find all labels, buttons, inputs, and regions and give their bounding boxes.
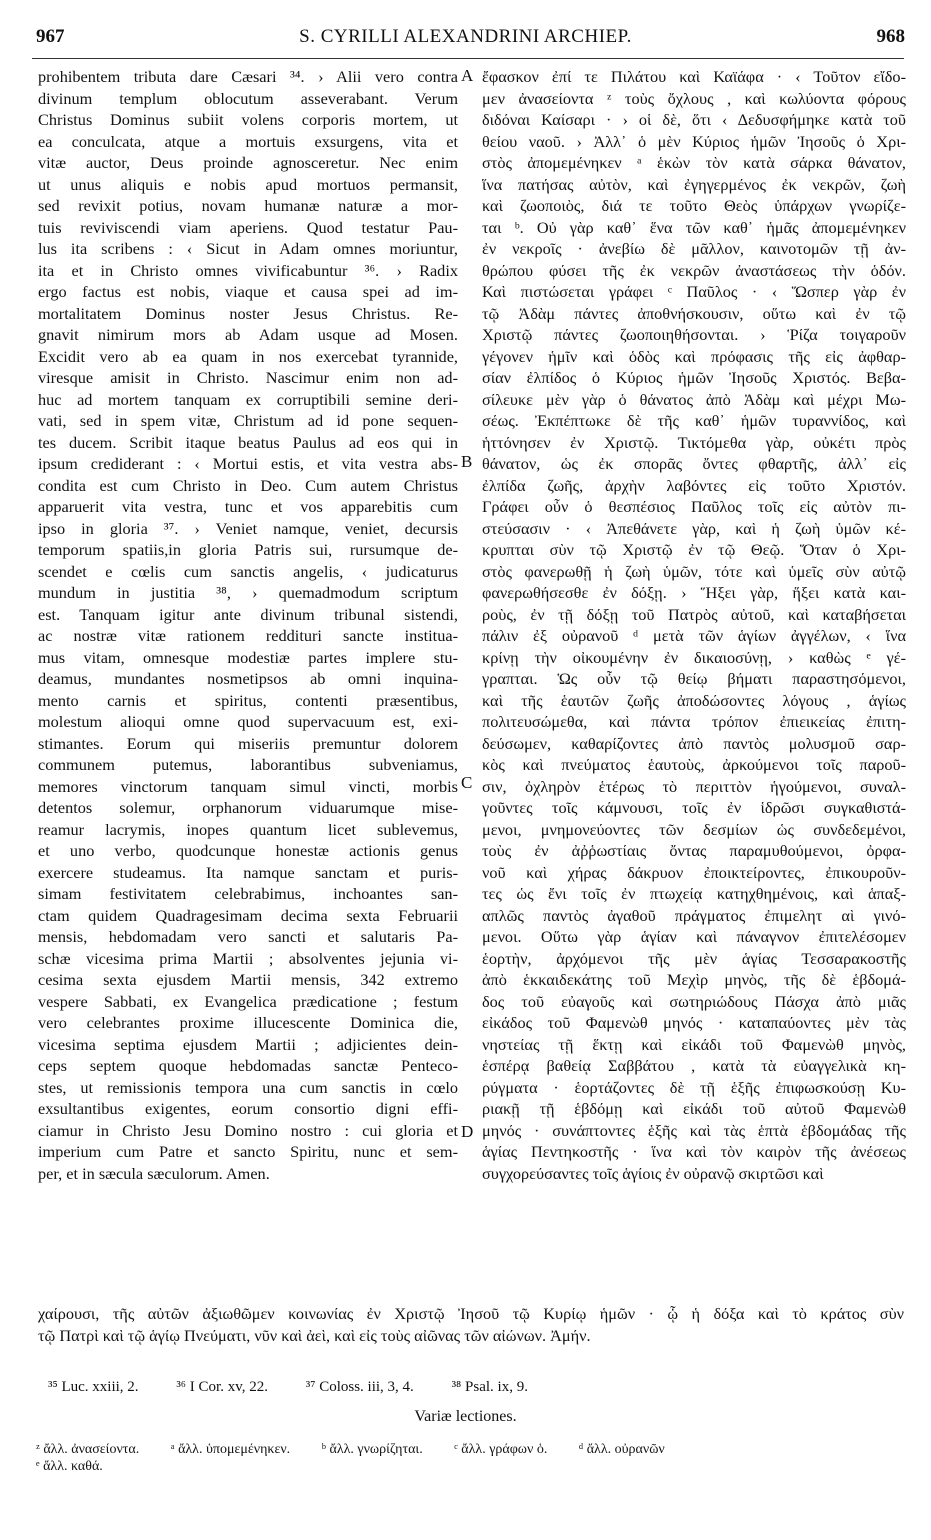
greek-text-line: Γράφει οὖν ὁ θεσπέσιος Παῦλος τοῖς εἰς αὐτὸν πι- bbox=[482, 497, 906, 516]
latin-text-line: vicesima septima ejusdem Martii ; adjicientes dein- bbox=[38, 1034, 458, 1054]
header-rule bbox=[32, 58, 904, 59]
greek-text-line: κρίνῃ τὴν οἰκουμένην ἐν δικαιοσύνῃ, › καθὼς ᵉ γέ- bbox=[482, 647, 906, 667]
greek-text-line: στεύσασιν · ‹ Ἀπεθάνετε γὰρ, καὶ ἡ ζωὴ ὑμῶν κέ- bbox=[482, 518, 906, 538]
greek-text-line: γραπται. Ὡς οὖν τῷ θείῳ βήματι παραστησόμενοι, bbox=[482, 669, 906, 688]
greek-text-line: τῷ Ἀδὰμ πάντες ἀποθνήσκουσιν, οὕτω καὶ ἐν τῷ bbox=[482, 303, 906, 323]
greek-text-line: μηνός · συνάπτοντες ἑξῆς καὶ τὰς ἑπτὰ ἑβδομάδας τῆς bbox=[482, 1120, 906, 1140]
latin-text-line: tuis reviviscendi viam aperiens. Quod testatur Pau- bbox=[38, 217, 458, 237]
variant-reading: ᵈ ἄλλ. οὐρανῶν bbox=[578, 1442, 665, 1457]
greek-text-line: Καὶ πιστώσεται γράφει ᶜ Παῦλος · ‹ Ὥσπερ γὰρ ἐν bbox=[482, 282, 906, 301]
greek-text-line: φανερωθήσεσθε ἐν δόξῃ. › Ἥξει γὰρ, ἥξει κατὰ και- bbox=[482, 583, 906, 602]
greek-column bbox=[482, 66, 906, 1184]
latin-text-line: ergo factus est nobis, viaque et causa spei ad im- bbox=[38, 282, 458, 301]
latin-text-line: ac nostræ vitæ rationem reddituri sancte institua- bbox=[38, 626, 458, 645]
latin-text-line: prohibentem tributa dare Cæsari ³⁴. › Alii vero contra bbox=[38, 67, 458, 86]
greek-text-line: Χριστῷ πάντες ζωοποιηθήσονται. › Ῥίζα τοιγαροῦν bbox=[482, 325, 906, 344]
greek-text-line: ἐν νεκροῖς · ἀνεβίω δὲ μᾶλλον, καινοτομῶν τῇ ἀν- bbox=[482, 239, 906, 258]
latin-text-line: schæ vicesima prima Martii ; absolventes jejunia vi- bbox=[38, 948, 458, 968]
greek-text-line: ἑσπέρᾳ βαθείᾳ Σαββάτου , κατὰ τὰ εὐαγγελικὰ κη- bbox=[482, 1056, 906, 1075]
greek-text-line: ἡττόνησεν ἐν Χριστῷ. Τικτόμεθα γὰρ, οὐκέτι πρὸς bbox=[482, 432, 906, 452]
latin-text-line: scendet e cœlis cum sanctis angelis, ‹ judicaturus bbox=[38, 561, 458, 581]
latin-text-line: est. Tanquam igitur ante divinum tribunal sistendi, bbox=[38, 604, 458, 624]
latin-text-line: tes ducem. Scribit itaque beatus Paulus ad eos qui in bbox=[38, 432, 458, 452]
greek-text-line: σίλευκε μὲν γὰρ ὁ θάνατος ἀπὸ Ἀδὰμ καὶ μέχρι Μω- bbox=[482, 389, 906, 409]
footnotes bbox=[48, 1379, 562, 1396]
page-number-left: 967 bbox=[36, 26, 65, 47]
latin-text-line: ciamur in Christo Jesu Domino nostro : cui gloria et bbox=[38, 1120, 458, 1140]
latin-text-line: Christus Dominus subiit volens corporis mortem, ut bbox=[38, 110, 458, 129]
latin-text-line: ut unus aliquis e nobis apud mortuos permansit, bbox=[38, 174, 458, 194]
latin-text-line: divinum templum oblocutum asseverabant. Verum bbox=[38, 88, 458, 108]
greek-text-line: σιν, ὀχληρὸν ἑτέρως τὸ περιττὸν ἡγούμενοι, συναλ- bbox=[482, 776, 906, 796]
latin-text-line: per, et in sæcula sæculorum. Amen. bbox=[38, 1163, 270, 1183]
latin-text-line: simam festivitatem celebrabimus, inchoantes san- bbox=[38, 884, 458, 903]
greek-text-line: στὸς φανερωθῇ ἡ ζωὴ ὑμῶν, τότε καὶ ὑμεῖς σὺν αὐτῷ bbox=[482, 561, 906, 581]
latin-text-line: stes, ut remissionis tempora una cum sanctis in cœlo bbox=[38, 1077, 458, 1097]
greek-text-line: καὶ ζωοποιὸς, διά τε τοῦτο Θεὸς ὑπάρχων γνωρίζε- bbox=[482, 196, 906, 215]
latin-text-line: apparuerit vita vestra, tunc et vos apparebitis cum bbox=[38, 497, 458, 516]
greek-text-line: σίαν ἐλπίδος ὁ Κύριος ἡμῶν Ἰησοῦς Χριστός. Βεβα- bbox=[482, 368, 906, 387]
greek-text-line: κρυπται σὺν τῷ Χριστῷ ἐν τῷ Θεῷ. Ὅταν ὁ Χρι- bbox=[482, 540, 906, 559]
full-width-line: χαίρουσι, τῆς αὐτῶν ἀξιωθῶμεν κοινωνίας ἐν Χριστῷ Ἰησοῦ τῷ Κυρίῳ ἡμῶν · ᾧ ἡ δόξα καὶ τὸ κράτος σὺν bbox=[38, 1304, 904, 1323]
page-number-right: 968 bbox=[876, 26, 905, 47]
margin-mark-d: D bbox=[461, 1122, 474, 1141]
latin-text-line: vespere Sabbati, ex Evangelica prædicatione ; festum bbox=[38, 991, 458, 1011]
greek-text-line: ται ᵇ. Οὐ γὰρ καθ᾽ ἕνα τῶν καθ᾽ ἡμᾶς ἀπομεμένηκεν bbox=[482, 217, 906, 237]
latin-text-line: temporum spatiis,in gloria Patris sui, rursumque de- bbox=[38, 540, 458, 559]
latin-text-line: sed revixit potius, novam humanæ naturæ a mor- bbox=[38, 196, 458, 215]
greek-text-line: θρώπου φύσει τῆς ἐκ νεκρῶν ἀναστάσεως τὴν ὁδόν. bbox=[482, 260, 906, 280]
greek-text-line: πολιτευσώμεθα, καὶ πάντα τρόπον ἐπιεικείας ἐπιτη- bbox=[482, 712, 906, 731]
greek-text-line: γέγονεν ἡμῖν καὶ ὁδὸς καὶ πρόφασις τῆς εἰς ἀφθαρ- bbox=[482, 346, 906, 366]
latin-text-line: mus vitam, omnesque modestiæ partes implere stu- bbox=[38, 647, 458, 667]
greek-text-line: κὸς καὶ πνεύματος ἑαυτοὺς, ἀρκούμενοι τοῖς παροῦ- bbox=[482, 755, 906, 774]
latin-text-line: ipsum crediderant : ‹ Mortui estis, et vita vestra abs- bbox=[38, 454, 458, 473]
greek-text-line: δεύσωμεν, καθαρίζοντες ἀπὸ παντὸς μολυσμοῦ σαρ- bbox=[482, 733, 906, 753]
latin-text-line: exsultantibus exigentes, eorum consortio digni effi- bbox=[38, 1099, 458, 1118]
greek-text-line: ἵνα πατήσας αὐτὸν, καὶ ἐγηγερμένος ἐκ νεκρῶν, ζωὴ bbox=[482, 174, 906, 194]
full-width-line: τῷ Πατρὶ καὶ τῷ ἁγίῳ Πνεύματι, νῦν καὶ ἀεὶ, καὶ εἰς τοὺς αἰῶνας τῶν αἰώνων. Ἀμήν. bbox=[38, 1325, 591, 1345]
greek-text-line: συγχορεύσαντες τοῖς ἁγίοις ἐν οὐρανῷ σκιρτῶσι καὶ bbox=[482, 1163, 824, 1183]
latin-column bbox=[38, 66, 458, 1184]
greek-text-line: ροὺς, ἐν τῇ δόξῃ τοῦ Πατρὸς αὐτοῦ, καὶ καταβήσεται bbox=[482, 604, 906, 624]
variant-readings-line bbox=[36, 1442, 693, 1458]
latin-text-line: detentos solemur, orphanorum viduarumque mise- bbox=[38, 798, 458, 817]
latin-text-line: memores vinctorum tanquam simul vincti, morbis bbox=[38, 776, 458, 796]
latin-text-line: imperium cum Patre et sancto Spiritu, nunc et sem- bbox=[38, 1142, 458, 1161]
latin-text-line: deamus, mundantes nosmetipsos ab omni inquina- bbox=[38, 669, 458, 688]
greek-text-line: απλῶς παντὸς ἀγαθοῦ πράγματος ἐπιμελητ αὶ γινό- bbox=[482, 905, 906, 925]
latin-text-line: condita est cum Christo in Deo. Cum autem Christus bbox=[38, 475, 458, 495]
margin-mark-b: B bbox=[461, 452, 473, 471]
greek-text-line: ρύγματα · ἑορτάζοντες δὲ τῇ ἑξῆς ἐπιφωσκούσῃ Κυ- bbox=[482, 1077, 906, 1097]
latin-text-line: mortalitatem Dominus noster Jesus Christus. Re- bbox=[38, 303, 458, 323]
greek-text-line: πάλιν ἐξ οὐρανοῦ ᵈ μετὰ τῶν ἁγίων ἀγγέλων, ‹ ἵνα bbox=[482, 626, 906, 645]
greek-text-line: σέως. Ἐκπέπτωκε δὲ τῆς καθ᾽ ἡμῶν τυραννίδος, καὶ bbox=[482, 411, 906, 430]
latin-text-line: mento carnis et spiritus, contenti præsentibus, bbox=[38, 690, 458, 710]
latin-text-line: cesima sexta ejusdem Martii mensis, 342 extremo bbox=[38, 970, 458, 989]
latin-text-line: gnavit nimirum mors ab Adam usque ad Mosen. bbox=[38, 325, 458, 344]
greek-text-line: μενοι. Οὕτω γὰρ ἁγίαν καὶ πάναγνον ἐπιτελέσομεν bbox=[482, 927, 906, 946]
variant-reading: ᵃ ἄλλ. ὑπομεμένηκεν. bbox=[170, 1442, 291, 1457]
latin-text-line: mensis, hebdomadam vero sancti et salutaris Pa- bbox=[38, 927, 458, 946]
footnote: ³⁶ I Cor. xv, 22. bbox=[176, 1379, 268, 1395]
greek-text-line: γοῦντες τοῖς κάμνουσι, τοῖς ἐν ἱδρῶσι συγκαθιστά- bbox=[482, 798, 906, 817]
greek-text-line: μεν ἀνασείοντα ᶻ τοὺς ὄχλους , καὶ κωλύοντα φόρους bbox=[482, 88, 906, 108]
latin-text-line: ipso in gloria ³⁷. › Veniet namque, veniet, decursis bbox=[38, 518, 458, 538]
latin-text-line: lus ita scribens : ‹ Sicut in Adam omnes moriuntur, bbox=[38, 239, 458, 258]
greek-text-line: μενοι, μνημονεύοντες τῶν δεσμίων ὡς συνδεδεμένοι, bbox=[482, 819, 906, 839]
footnote: ³⁷ Coloss. iii, 3, 4. bbox=[305, 1379, 414, 1395]
latin-text-line: ea conculcata, atque a mortuis exsurgens, vita et bbox=[38, 131, 458, 151]
greek-text-line: ριακῇ τῇ ἑβδόμῃ καὶ εἰκάδι τοῦ αὐτοῦ Φαμενὼθ bbox=[482, 1099, 906, 1118]
latin-text-line: huc ad mortem tanquam ex corruptibili semine deri- bbox=[38, 389, 458, 409]
greek-text-line: ἁγίας Πεντηκοστῆς · ἵνα καὶ τὸν καιρὸν τῆς ἀνέσεως bbox=[482, 1142, 906, 1161]
greek-text-line: τες ὡς ἔνι τοῖς ἐν πτωχείᾳ κατηχθημένοις, καὶ ἁπαξ- bbox=[482, 884, 906, 903]
greek-text-line: θείου ναοῦ. › Ἀλλ᾽ ὁ μὲν Κύριος ἡμῶν Ἰησοῦς ὁ Χρι- bbox=[482, 131, 906, 151]
greek-text-line: στὸς ἀπομεμένηκεν ᵃ ἑκὼν τὸν κατὰ σάρκα θάνατον, bbox=[482, 153, 906, 172]
footnote: ³⁵ Luc. xxiii, 2. bbox=[48, 1379, 139, 1395]
latin-text-line: exercere studeamus. Ita namque sanctam et puris- bbox=[38, 862, 458, 882]
greek-text-line: ἀπὸ ἑκκαιδεκάτης τοῦ Μεχὶρ μηνὸς, τῆς δὲ ἑβδομά- bbox=[482, 970, 906, 989]
greek-text-line: θάνατον, ὡς ἐκ σπορᾶς ὄντες φθαρτῆς, ἀλλ᾽ εἰς bbox=[482, 454, 906, 473]
greek-text-line: ἑορτὴν, ἀρχόμενοι τῆς μὲν ἁγίας Τεσσαρακοστῆς bbox=[482, 948, 906, 968]
latin-text-line: viresque amisit in Christo. Nascimur enim non ad- bbox=[38, 368, 458, 387]
latin-text-line: molestum alioqui omne quod supervacuum est, exi- bbox=[38, 712, 458, 731]
variant-readings-title: Variæ lectiones. bbox=[414, 1408, 517, 1425]
latin-text-line: mundum in justitia ³⁸, › quemadmodum scriptum bbox=[38, 583, 458, 602]
latin-text-line: vero celebrantes proxime illucescente Dominica die, bbox=[38, 1013, 458, 1032]
latin-text-line: ceps septem quoque hebdomadas sanctæ Penteco- bbox=[38, 1056, 458, 1075]
latin-text-line: Excidit vero ab ea quam in nos exercebat tyrannide, bbox=[38, 346, 458, 366]
greek-text-line: καὶ τῆς ἑαυτῶν ζωῆς ἀποδώσοντες λόγους , ἁγίως bbox=[482, 690, 906, 710]
footnote: ³⁸ Psal. ix, 9. bbox=[451, 1379, 528, 1395]
latin-text-line: reamur lacrymis, inopes quantum licet sublevemus, bbox=[38, 819, 458, 839]
margin-mark-a: A bbox=[461, 66, 474, 85]
greek-text-line: ἔφασκον ἐπί τε Πιλάτου καὶ Καϊάφα · ‹ Τοῦτον εἴδο- bbox=[482, 67, 906, 86]
greek-text-line: δος τοῦ εὐαγοῦς καὶ σωτηριώδους Πάσχα ἀπὸ μιᾶς bbox=[482, 991, 906, 1011]
greek-text-line: τοὺς ἐν ἀῤῥωστίαις ὄντας παραμυθούμενοι, ὀρφα- bbox=[482, 841, 906, 860]
greek-text-line: ἐλπίδα ζωῆς, ἀρχὴν λαβόντες εἰς τοῦτο Χριστόν. bbox=[482, 475, 906, 495]
variant-reading: ᶜ ἄλλ. γράφων ὁ. bbox=[454, 1442, 548, 1457]
latin-text-line: et uno verbo, quodcunque honestæ actionis genus bbox=[38, 841, 458, 860]
latin-text-line: stimantes. Eorum qui miseriis premuntur dolorem bbox=[38, 733, 458, 753]
greek-text-line: διδόναι Καίσαρι · › οἱ δὲ, ὅτι ‹ Δεδυσφήμηκε κατὰ τοῦ bbox=[482, 110, 906, 129]
greek-text-line: νηστείας τῇ ἕκτῃ καὶ εἰκάδι τοῦ Φαμενὼθ μηνὸς, bbox=[482, 1034, 906, 1054]
margin-mark-c: C bbox=[461, 773, 473, 792]
full-width-conclusion bbox=[38, 1303, 904, 1346]
latin-text-line: vati, sed in spem vitæ, Christum ad id pone sequen- bbox=[38, 411, 458, 430]
latin-text-line: ctam quidem Quadragesimam decima sexta Februarii bbox=[38, 905, 458, 925]
latin-text-line: communem putemus, laborantibus subveniamus, bbox=[38, 755, 458, 774]
latin-text-line: vitæ auctor, Deus proinde agnosceretur. Nec enim bbox=[38, 153, 458, 172]
running-title: S. CYRILLI ALEXANDRINI ARCHIEP. bbox=[299, 26, 632, 47]
variant-reading: ᶻ ἄλλ. ἀνασείοντα. bbox=[36, 1442, 140, 1457]
variant-reading: ᵇ ἄλλ. γνωρίζηται. bbox=[321, 1442, 423, 1457]
variant-reading: ᵉ ἄλλ. καθά. bbox=[36, 1459, 103, 1474]
latin-text-line: ita et in Christo omnes vivificabuntur ³⁶. › Radix bbox=[38, 260, 458, 280]
greek-text-line: εἰκάδος τοῦ Φαμενὼθ μηνός · καταπαύοντες μὲν τὰς bbox=[482, 1013, 906, 1032]
greek-text-line: νοῦ καὶ χήρας δάκρυον ἐποικτείροντες, ἐπικουροῦν- bbox=[482, 862, 906, 882]
